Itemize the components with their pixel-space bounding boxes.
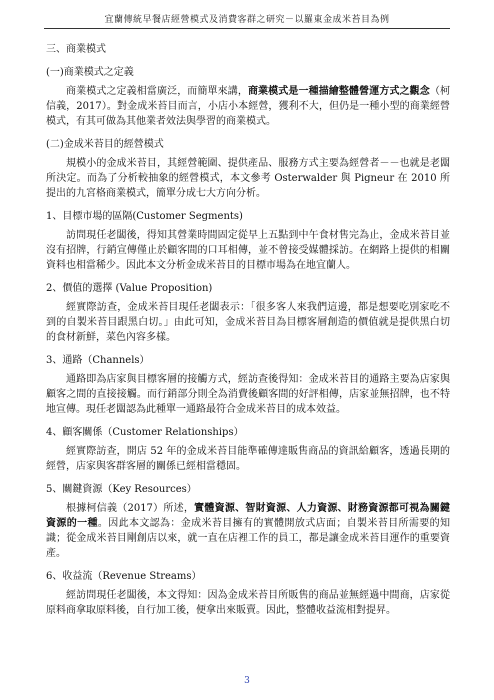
text-run: 商業模式之定義相當廣泛，而簡單來講， — [66, 86, 248, 97]
paragraph-definition — [46, 84, 450, 129]
item-heading-1: 1、目標市場的區隔(Customer Segments) — [46, 211, 243, 222]
paragraph-model: 規模小的金成米苔目，其經營範圍、提供產品、服務方式主要為經營者－－也就是老闆所決定。而為了分析較抽象的經營模式，本文參考 Osterwalder 與 Pigneur 在 2010 所提出的九宮格商業模式，簡單分成七大方向分析。 — [46, 158, 450, 199]
document-body — [46, 42, 450, 626]
subsection-heading-2: (二)金成米苔目的經營模式 — [46, 139, 164, 150]
subsection-heading-1: (一)商業模式之定義 — [46, 67, 134, 78]
item-paragraph-5 — [46, 501, 450, 561]
item-heading-3: 3、通路（Channels） — [46, 355, 150, 366]
running-header: 宜蘭傳統早餐店經營模式及消費客群之研究－以羅東金成米苔目為例 — [104, 15, 390, 25]
bold-text-run: 實體資源、智財資源、人力資源、財務資源都可視為關鍵資源的一種 — [46, 503, 451, 529]
item-paragraph-2: 經實際訪查，金成米苔目現任老闆表示：「很多客人來我們這邊，都是想要吃別家吃不到的自製米苔目跟黑白切。」由此可知，金成米苔目為目標客層創造的價值就是提供黑白切的食材新鮮，菜色內容多樣。 — [46, 302, 450, 343]
item-paragraph-1: 訪問現任老闆後，得知其營業時間固定從早上五點到中午食材售完為止，金成米苔目並沒有招牌，行銷宣傳僅止於顧客間的口耳相傳，並不曾接受媒體採訪。在網路上提供的相關資料也相當稀少。因此本文分析金成米苔目的目標市場為在地宜蘭人。 — [46, 230, 450, 271]
item-heading-2: 2、價值的選擇 (Value Proposition) — [46, 283, 213, 294]
item-paragraph-6: 經訪問現任老闆後，本文得知：因為金成米苔目所販售的商品並無經過中間商，店家從原料商拿取原料後，自行加工後，便拿出來販賣。因此，整體收益流相對提昇。 — [46, 590, 450, 616]
item-heading-4: 4、顧客關係（Customer Relationships） — [46, 427, 244, 438]
item-paragraph-4: 經實際訪查，開店 52 年的金成米苔目能準確傳達販售商品的資訊給顧客，透過長期的經營，店家與客群客層的關係已經相當穩固。 — [46, 446, 450, 472]
item-heading-5: 5、關鍵資源（Key Resources） — [46, 484, 197, 495]
text-run: 根據柯信義（2017）所述， — [66, 503, 195, 514]
section-heading: 三、商業模式 — [46, 44, 106, 55]
header-rule — [44, 28, 450, 29]
text-run: （柯信義，2017）。對金成米苔目而言，小店小本經營，獲利不大，但仍是一種小型的商業經營模式，有其可做為其他業者效法與學習的商業模式。 — [46, 86, 451, 127]
text-run: 。因此本文認為：金成米苔目擁有的實體開放式店面；自製米苔目所需要的知識；從金成米苔目剛創店以來，就一直在店裡工作的員工，都是讓金成米苔目運作的重要資產。 — [46, 518, 451, 559]
page-number: 3 — [244, 676, 250, 686]
item-paragraph-3: 通路即為店家與目標客層的接觸方式，經訪查後得知：金成米苔目的通路主要為店家與顧客之間的直接接觸。而行銷部分則全為消費後顧客間的好評相傳，店家並無招牌，也不特地宣傳。現任老闆認為此種單一通路最符合金成米苔目的成本效益。 — [46, 374, 450, 415]
item-heading-6: 6、收益流（Revenue Streams） — [46, 571, 202, 582]
bold-text-run: 商業模式是一種描繪整體營運方式之觀念 — [247, 86, 430, 97]
